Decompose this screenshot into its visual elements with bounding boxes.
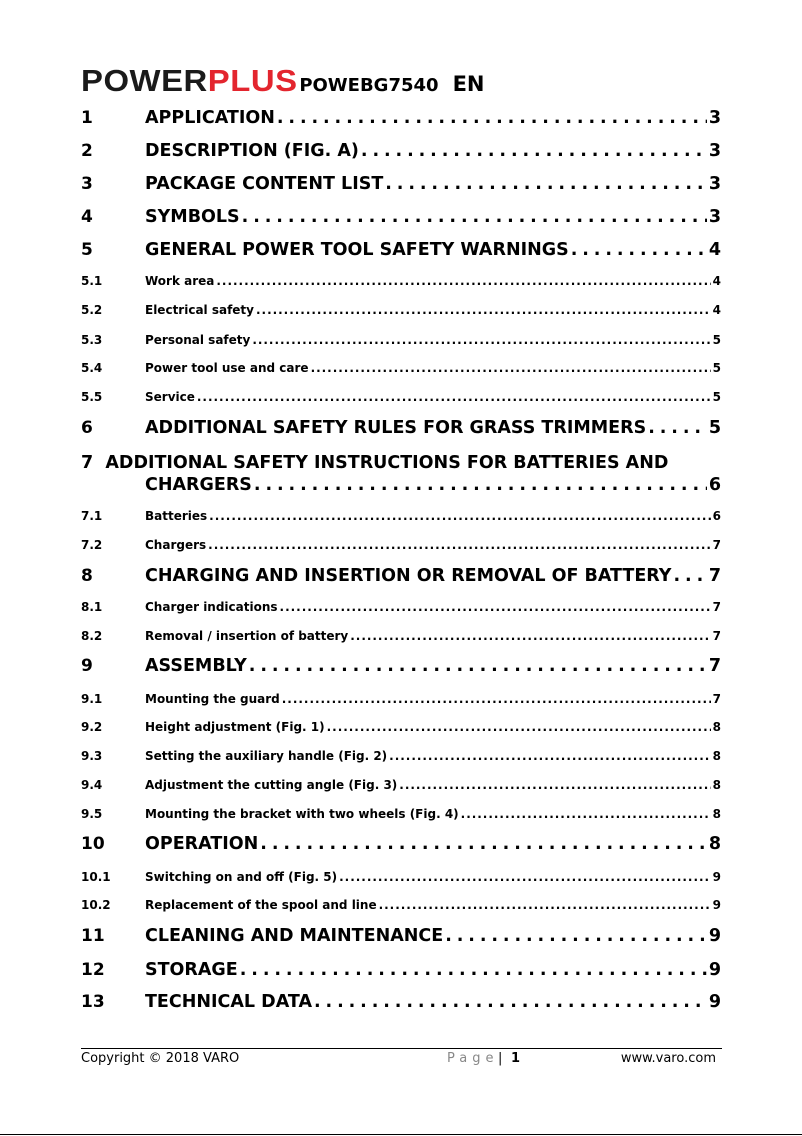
toc-entry-7-2[interactable]: 7.2 Chargers . . . 7 [81, 538, 721, 552]
toc-entry-10-1[interactable]: 10.1 Switching on and off (Fig. 5) . . . 9 [81, 870, 721, 884]
toc-entry-9[interactable]: 9 ASSEMBLY . . . 7 [81, 656, 721, 676]
toc-entry-1[interactable]: 1 APPLICATION . . . 3 [81, 108, 721, 128]
toc-entry-6[interactable]: 6 ADDITIONAL SAFETY RULES FOR GRASS TRIMMERS . . . 5 [81, 418, 721, 438]
toc-entry-10[interactable]: 10 OPERATION . . . 8 [81, 834, 721, 854]
powerplus-logo: POWERPLUS [81, 63, 298, 98]
toc-entry-8-2[interactable]: 8.2 Removal / insertion of battery . . . 7 [81, 629, 721, 643]
document-header [81, 63, 484, 97]
toc-entry-9-1[interactable]: 9.1 Mounting the guard . . . 7 [81, 692, 721, 706]
toc-entry-8-1[interactable]: 8.1 Charger indications . . . 7 [81, 600, 721, 614]
toc-entry-7-line1[interactable]: 7 ADDITIONAL SAFETY INSTRUCTIONS FOR BATTERIES AND [81, 453, 669, 473]
page-label: Page [447, 1051, 499, 1066]
copyright-text: Copyright © 2018 VARO [81, 1051, 240, 1066]
language-code: EN [452, 72, 485, 96]
toc-entry-5-3[interactable]: 5.3 Personal safety . . . 5 [81, 333, 721, 347]
toc-entry-5-1[interactable]: 5.1 Work area . . . 4 [81, 274, 721, 288]
page-number: 1 [511, 1051, 521, 1066]
toc-entry-5-4[interactable]: 5.4 Power tool use and care . . . 5 [81, 361, 721, 375]
toc-entry-9-4[interactable]: 9.4 Adjustment the cutting angle (Fig. 3) . . . 8 [81, 778, 721, 792]
footer-divider [81, 1048, 722, 1049]
website-link[interactable]: www.varo.com [620, 1051, 716, 1066]
toc-entry-9-2[interactable]: 9.2 Height adjustment (Fig. 1) . . . 8 [81, 720, 721, 734]
toc-entry-11[interactable]: 11 CLEANING AND MAINTENANCE . . . 9 [81, 926, 721, 946]
page-footer [81, 1051, 722, 1071]
toc-entry-7[interactable]: CHARGERS . . . 6 [81, 475, 721, 495]
toc-entry-2[interactable]: 2 DESCRIPTION (FIG. A) . . . 3 [81, 141, 721, 161]
toc-entry-5-5[interactable]: 5.5 Service . . . 5 [81, 390, 721, 404]
toc-entry-9-5[interactable]: 9.5 Mounting the bracket with two wheels (Fig. 4) . . . 8 [81, 807, 721, 821]
toc-entry-10-2[interactable]: 10.2 Replacement of the spool and line . . . 9 [81, 898, 721, 912]
model-number: POWEBG7540 [299, 75, 439, 96]
page-separator: | [498, 1051, 503, 1066]
toc-entry-3[interactable]: 3 PACKAGE CONTENT LIST . . . 3 [81, 174, 721, 194]
toc-entry-7-1[interactable]: 7.1 Batteries . . . 6 [81, 509, 721, 523]
toc-entry-5-2[interactable]: 5.2 Electrical safety . . . 4 [81, 303, 721, 317]
toc-entry-9-3[interactable]: 9.3 Setting the auxiliary handle (Fig. 2) . . . 8 [81, 749, 721, 763]
toc-entry-12[interactable]: 12 STORAGE . . . 9 [81, 960, 721, 980]
toc-entry-8[interactable]: 8 CHARGING AND INSERTION OR REMOVAL OF BATTERY . . . 7 [81, 566, 721, 586]
toc-entry-13[interactable]: 13 TECHNICAL DATA . . . 9 [81, 992, 721, 1012]
toc-entry-5[interactable]: 5 GENERAL POWER TOOL SAFETY WARNINGS . . . 4 [81, 240, 721, 260]
page-bottom-edge [0, 1134, 802, 1135]
toc-entry-4[interactable]: 4 SYMBOLS . . . 3 [81, 207, 721, 227]
